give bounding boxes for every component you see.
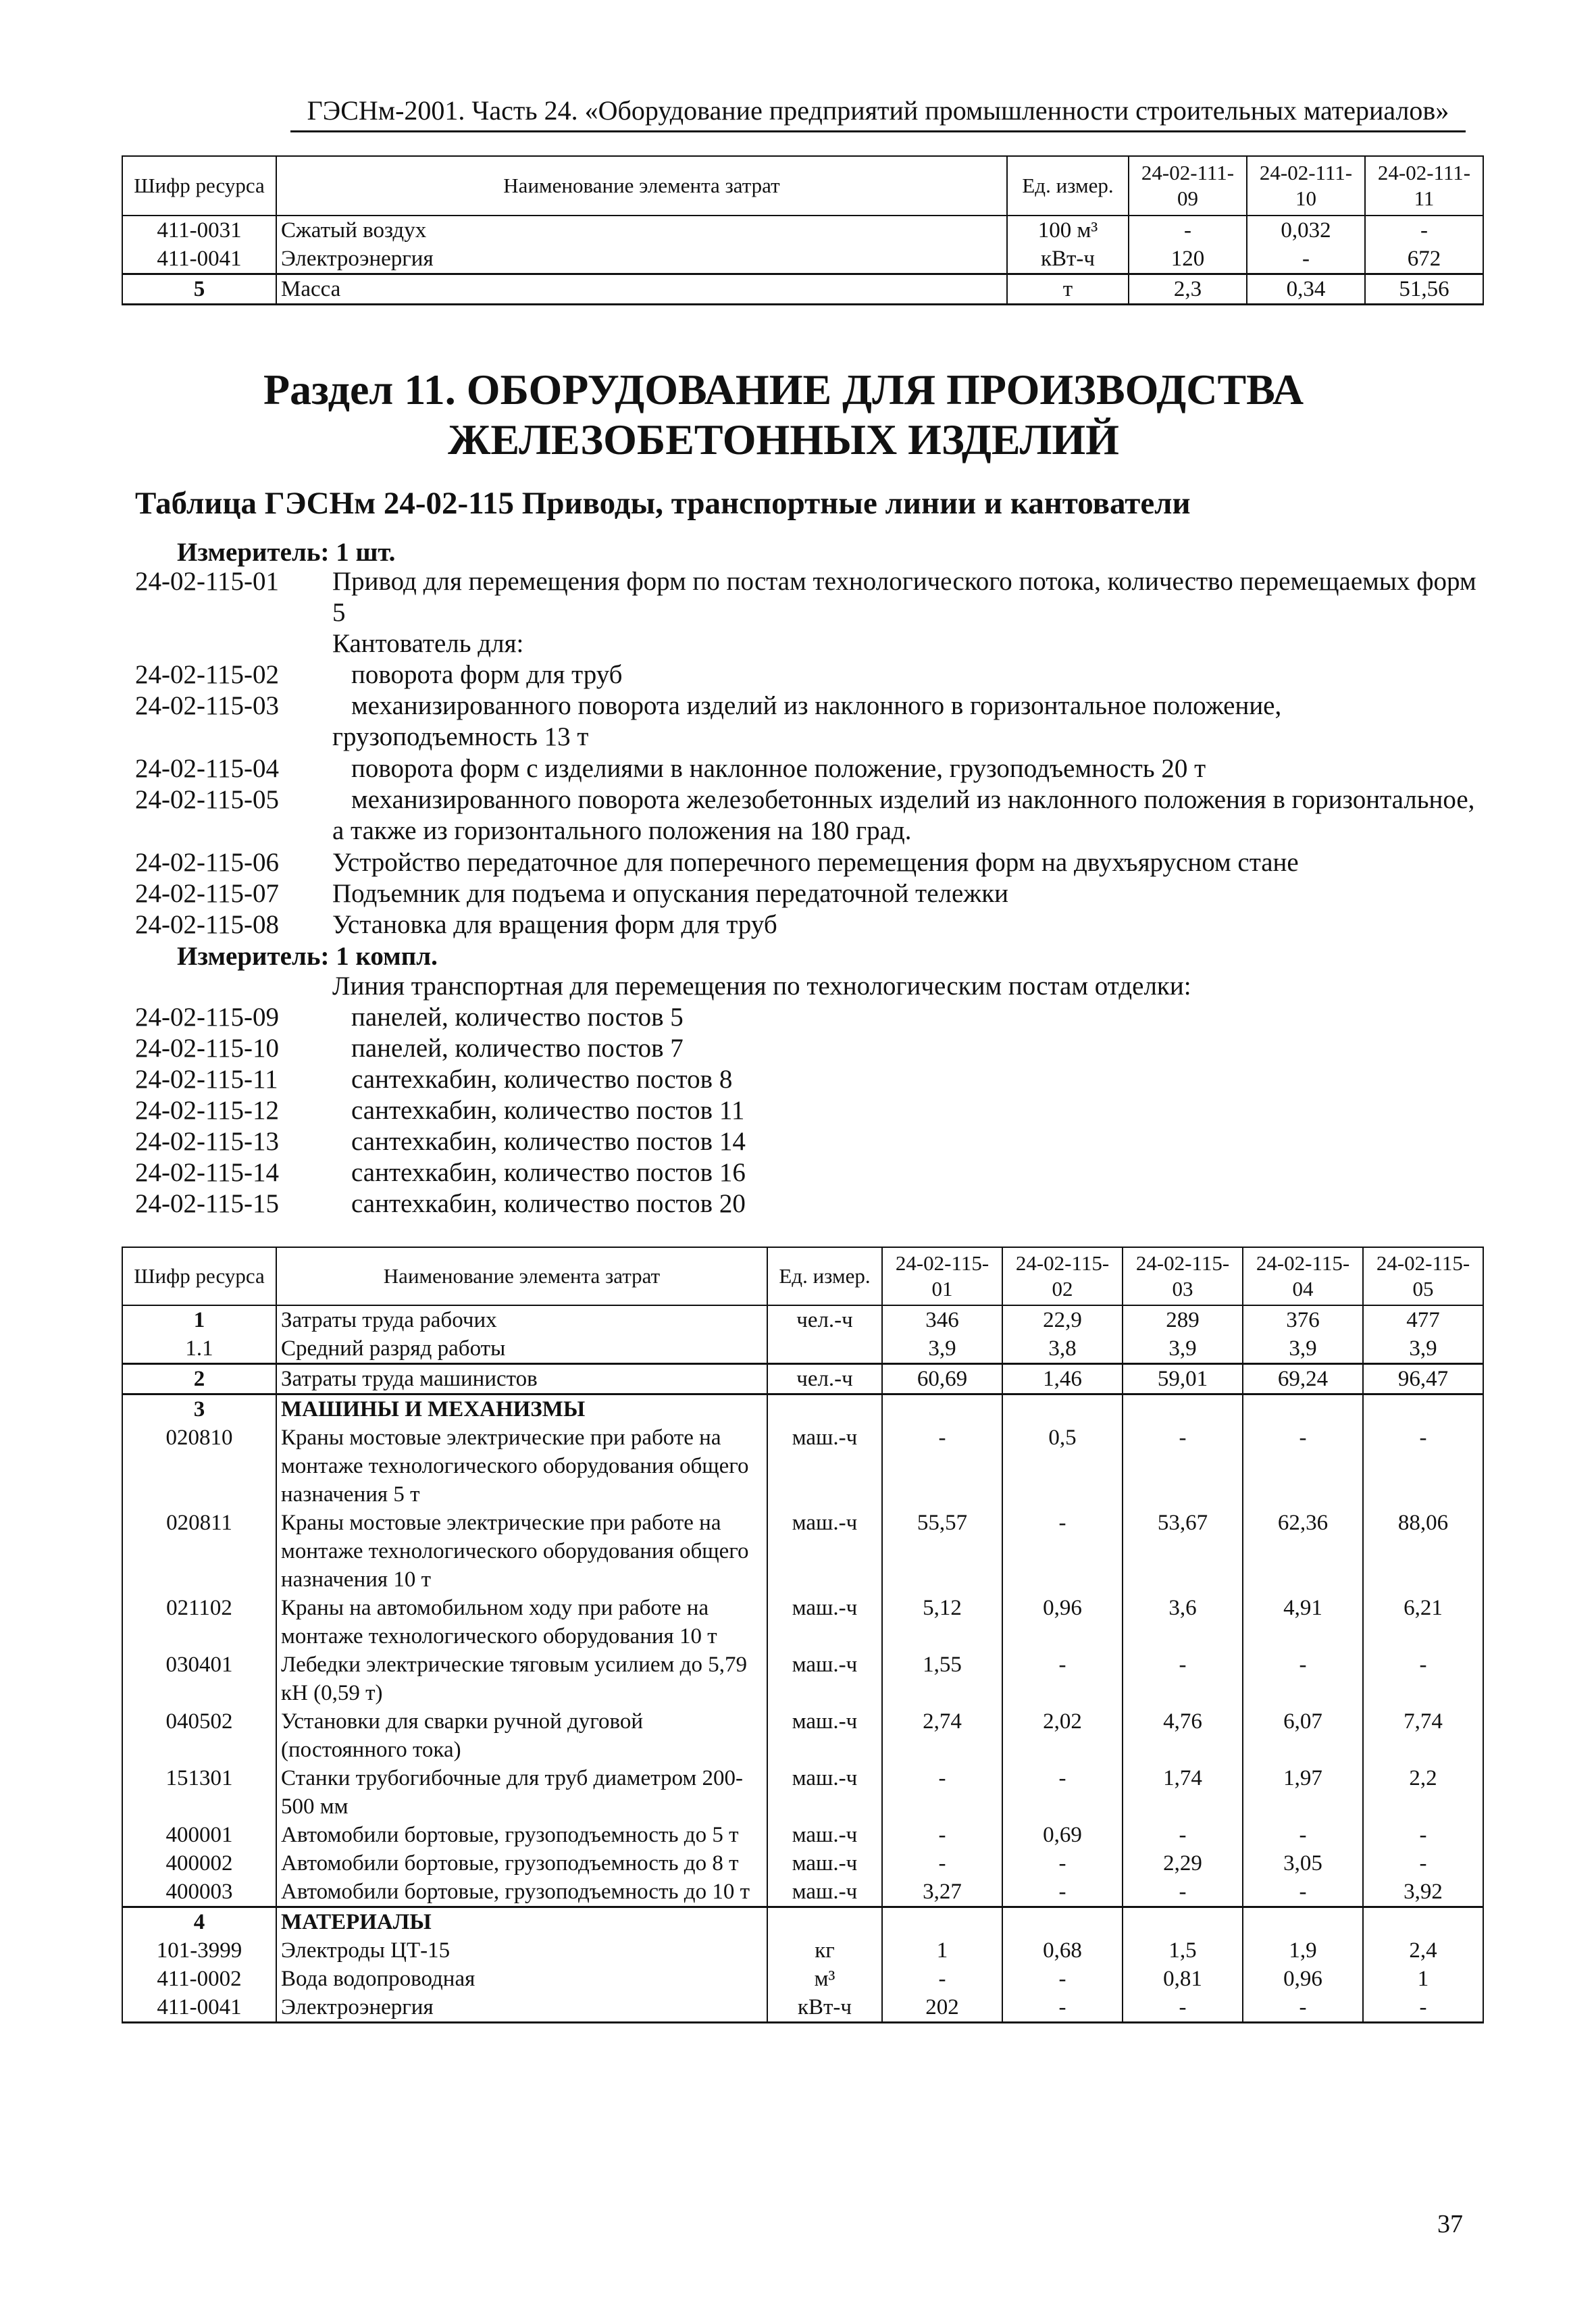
value-cell: 3,05 (1243, 1849, 1363, 1878)
resource-code: 021102 (122, 1594, 276, 1651)
value-cell: 0,68 (1002, 1936, 1123, 1965)
resource-code: 020811 (122, 1509, 276, 1594)
table-row (122, 1594, 1483, 1651)
value-cell: 3,9 (882, 1334, 1002, 1364)
running-header: ГЭСНм-2001. Часть 24. «Оборудование предприятий промышленности строительных материалов» (290, 95, 1466, 132)
value-cell: - (1243, 1993, 1363, 2023)
header-cell: 24-02-111-09 (1129, 156, 1247, 216)
entry-text: Линия транспортная для перемещения по технологическим постам отделки: (332, 972, 1191, 1001)
resource-name: Краны мостовые электрические при работе на монтаже технологического оборудования общего назначения 10 т (276, 1509, 767, 1594)
value-cell: 96,47 (1363, 1364, 1483, 1394)
value-cell: 3,92 (1363, 1878, 1483, 1907)
table-header-row (122, 156, 1483, 216)
unit: 100 м³ (1007, 216, 1129, 245)
value-cell: 2,29 (1123, 1849, 1243, 1878)
unit: маш.-ч (767, 1849, 882, 1878)
resource-name: Краны на автомобильном ходу при работе на монтаже технологического оборудования 10 т (276, 1594, 767, 1651)
entry-code: 24-02-115-12 (135, 1096, 280, 1125)
table-row (122, 1764, 1483, 1821)
value-cell: - (1243, 1821, 1363, 1849)
table-row (122, 1965, 1483, 1993)
list-item (135, 1002, 1479, 1033)
value-cell (882, 1907, 1002, 1937)
resource-code: 411-0031 (122, 216, 276, 245)
header-cell: 24-02-115-01 (882, 1247, 1002, 1305)
value-cell: 120 (1129, 245, 1247, 274)
value-cell: - (882, 1965, 1002, 1993)
header-cell: Ед. измер. (1007, 156, 1129, 216)
resource-code: 411-0002 (122, 1965, 276, 1993)
entry-code: 24-02-115-10 (135, 1034, 280, 1063)
value-cell: 1,97 (1243, 1764, 1363, 1821)
resource-code: 030401 (122, 1651, 276, 1707)
entry-text: сантехкабин, количество постов 8 (351, 1065, 733, 1094)
resource-code: 1 (122, 1305, 276, 1334)
value-cell: 0,81 (1123, 1965, 1243, 1993)
table-title: Таблица ГЭСНм 24-02-115 Приводы, транспортные линии и кантователи (135, 486, 1191, 521)
value-cell: - (1363, 1821, 1483, 1849)
value-cell: 62,36 (1243, 1509, 1363, 1594)
value-cell: 3,8 (1002, 1334, 1123, 1364)
list-item (135, 753, 1479, 784)
entry-text: Привод для перемещения форм по постам технологического потока, количество перемещаемых форм 5 (332, 567, 1476, 627)
value-cell (1243, 1907, 1363, 1937)
resource-name: Вода водопроводная (276, 1965, 767, 1993)
value-cell: 7,74 (1363, 1707, 1483, 1764)
value-cell (1123, 1394, 1243, 1424)
entry-code: 24-02-115-11 (135, 1065, 278, 1094)
measure-unit: Измеритель: 1 компл. (177, 942, 438, 971)
value-cell: 3,9 (1363, 1334, 1483, 1364)
unit: маш.-ч (767, 1764, 882, 1821)
entry-code: 24-02-115-08 (135, 910, 280, 939)
unit: маш.-ч (767, 1594, 882, 1651)
resource-name: Масса (276, 274, 1007, 305)
header-cell: Ед. измер. (767, 1247, 882, 1305)
resource-name: Установки для сварки ручной дуговой (постоянного тока) (276, 1707, 767, 1764)
header-cell: 24-02-115-03 (1123, 1247, 1243, 1305)
table-row (122, 1878, 1483, 1907)
table-row (122, 1821, 1483, 1849)
entry-code: 24-02-115-09 (135, 1003, 280, 1032)
entry-text: Устройство передаточное для поперечного перемещения форм на двухъярусном стане (332, 848, 1299, 877)
value-cell: - (882, 1849, 1002, 1878)
unit: кВт-ч (767, 1993, 882, 2023)
resource-code: 400003 (122, 1878, 276, 1907)
resource-code: 5 (122, 274, 276, 305)
table-row (122, 216, 1483, 245)
list-item (135, 566, 1479, 628)
value-cell (1002, 1907, 1123, 1937)
resource-code: 411-0041 (122, 245, 276, 274)
value-cell: 0,96 (1002, 1594, 1123, 1651)
entry-text: сантехкабин, количество постов 11 (351, 1096, 745, 1125)
resource-code: 1.1 (122, 1334, 276, 1364)
table-row (122, 1509, 1483, 1594)
resource-name: Лебедки электрические тяговым усилием до 5,79 кН (0,59 т) (276, 1651, 767, 1707)
list-item (135, 847, 1479, 878)
entry-text: Кантователь для: (332, 629, 524, 658)
unit: маш.-ч (767, 1509, 882, 1594)
value-cell: 60,69 (882, 1364, 1002, 1394)
list-item (135, 1188, 1479, 1219)
value-cell: 55,57 (882, 1509, 1002, 1594)
value-cell: 22,9 (1002, 1305, 1123, 1334)
list-item (135, 878, 1479, 909)
entry-text: панелей, количество постов 7 (351, 1034, 684, 1063)
header-cell: 24-02-111-11 (1365, 156, 1483, 216)
table-row (122, 1936, 1483, 1965)
measure-unit: Измеритель: 1 шт. (177, 538, 396, 567)
section-title: Раздел 11. ОБОРУДОВАНИЕ ДЛЯ ПРОИЗВОДСТВА ЖЕЛЕЗОБЕТОННЫХ ИЗДЕЛИЙ (263, 366, 1304, 463)
table-row (122, 1424, 1483, 1509)
header-cell: 24-02-115-02 (1002, 1247, 1123, 1305)
table-row (122, 1849, 1483, 1878)
value-cell: 2,2 (1363, 1764, 1483, 1821)
value-cell: 53,67 (1123, 1509, 1243, 1594)
entry-text: механизированного поворота железобетонных изделий из наклонного положения в горизонтальное, а также из горизонтального положения на 180 град. (332, 785, 1475, 845)
value-cell: - (1123, 1821, 1243, 1849)
resource-name: Автомобили бортовые, грузоподъемность до 5 т (276, 1821, 767, 1849)
unit: маш.-ч (767, 1424, 882, 1509)
header-cell: 24-02-115-04 (1243, 1247, 1363, 1305)
value-cell: 2,02 (1002, 1707, 1123, 1764)
list-item (135, 1033, 1479, 1064)
header-cell: Шифр ресурса (122, 156, 276, 216)
value-cell: - (1363, 1424, 1483, 1509)
value-cell: 0,5 (1002, 1424, 1123, 1509)
top-resource-table (122, 155, 1484, 305)
list-item (135, 1064, 1479, 1095)
value-cell: 1,46 (1002, 1364, 1123, 1394)
table-header-row (122, 1247, 1483, 1305)
resource-code: 2 (122, 1364, 276, 1394)
unit (767, 1334, 882, 1364)
unit: кг (767, 1936, 882, 1965)
value-cell: - (1123, 1993, 1243, 2023)
value-cell: - (1243, 1651, 1363, 1707)
entry-code: 24-02-115-04 (135, 754, 280, 783)
entry-code: 24-02-115-14 (135, 1158, 280, 1187)
value-cell: - (1363, 1993, 1483, 2023)
resource-code: 400002 (122, 1849, 276, 1878)
resource-code: 3 (122, 1394, 276, 1424)
header-cell: Наименование элемента затрат (276, 156, 1007, 216)
value-cell: - (1123, 1424, 1243, 1509)
value-cell: - (1002, 1878, 1123, 1907)
unit: чел.-ч (767, 1305, 882, 1334)
resource-code: 040502 (122, 1707, 276, 1764)
entry-text: сантехкабин, количество постов 20 (351, 1189, 746, 1218)
header-cell: 24-02-115-05 (1363, 1247, 1483, 1305)
entry-code: 24-02-115-07 (135, 879, 280, 908)
value-cell: - (1002, 1993, 1123, 2023)
entry-code: 24-02-115-01 (135, 567, 280, 596)
value-cell: 376 (1243, 1305, 1363, 1334)
value-cell: 88,06 (1363, 1509, 1483, 1594)
value-cell: 1,9 (1243, 1936, 1363, 1965)
entry-code: 24-02-115-02 (135, 660, 280, 689)
list-item (135, 1095, 1479, 1126)
table-row (122, 1707, 1483, 1764)
list-item (135, 784, 1479, 847)
entry-text: Установка для вращения форм для труб (332, 910, 777, 939)
entry-code: 24-02-115-13 (135, 1127, 280, 1156)
list-item (135, 628, 1479, 659)
value-cell: - (1123, 1878, 1243, 1907)
value-cell: 4,91 (1243, 1594, 1363, 1651)
main-table-body (122, 1305, 1483, 2023)
unit (767, 1907, 882, 1937)
table-row (122, 274, 1483, 305)
table-row (122, 1907, 1483, 1937)
resource-name: МАШИНЫ И МЕХАНИЗМЫ (276, 1394, 767, 1424)
value-cell (1123, 1907, 1243, 1937)
resource-name: Краны мостовые электрические при работе на монтаже технологического оборудования общего назначения 5 т (276, 1424, 767, 1509)
value-cell: - (1002, 1764, 1123, 1821)
value-cell: 3,9 (1123, 1334, 1243, 1364)
header-cell: Шифр ресурса (122, 1247, 276, 1305)
resource-name: Средний разряд работы (276, 1334, 767, 1364)
resource-name: Станки трубогибочные для труб диаметром 200-500 мм (276, 1764, 767, 1821)
entry-text: поворота форм для труб (351, 660, 623, 689)
entry-code: 24-02-115-05 (135, 785, 280, 814)
value-cell (1363, 1394, 1483, 1424)
resource-code: 020810 (122, 1424, 276, 1509)
value-cell: - (1002, 1509, 1123, 1594)
header-cell: Наименование элемента затрат (276, 1247, 767, 1305)
page-number: 37 (1437, 2210, 1463, 2238)
entry-text: поворота форм с изделиями в наклонное положение, грузоподъемность 20 т (351, 754, 1206, 783)
value-cell: 289 (1123, 1305, 1243, 1334)
resource-name: Затраты труда машинистов (276, 1364, 767, 1394)
resource-code: 4 (122, 1907, 276, 1937)
entry-text: сантехкабин, количество постов 14 (351, 1127, 746, 1156)
value-cell (882, 1394, 1002, 1424)
value-cell (1363, 1907, 1483, 1937)
table-row (122, 1993, 1483, 2023)
unit: чел.-ч (767, 1364, 882, 1394)
entry-text: Подъемник для подъема и опускания передаточной тележки (332, 879, 1009, 908)
list-item (135, 1126, 1479, 1157)
value-cell: 202 (882, 1993, 1002, 2023)
value-cell: 6,21 (1363, 1594, 1483, 1651)
value-cell: 2,74 (882, 1707, 1002, 1764)
resource-name: Автомобили бортовые, грузоподъемность до 8 т (276, 1849, 767, 1878)
entry-code: 24-02-115-15 (135, 1189, 280, 1218)
unit: маш.-ч (767, 1821, 882, 1849)
value-cell: 3,27 (882, 1878, 1002, 1907)
resource-name: Сжатый воздух (276, 216, 1007, 245)
value-cell: - (882, 1821, 1002, 1849)
value-cell: 0,96 (1243, 1965, 1363, 1993)
value-cell: - (1247, 245, 1365, 274)
value-cell: - (1129, 216, 1247, 245)
unit (767, 1394, 882, 1424)
resource-name: Затраты труда рабочих (276, 1305, 767, 1334)
value-cell: - (1123, 1651, 1243, 1707)
resource-name: МАТЕРИАЛЫ (276, 1907, 767, 1937)
list-item (135, 659, 1479, 690)
resource-code: 400001 (122, 1821, 276, 1849)
list-item (135, 690, 1479, 753)
table-row (122, 245, 1483, 274)
value-cell: 3,6 (1123, 1594, 1243, 1651)
value-cell (1002, 1394, 1123, 1424)
resource-name: Электроэнергия (276, 245, 1007, 274)
value-cell: 0,34 (1247, 274, 1365, 305)
entry-text: сантехкабин, количество постов 16 (351, 1158, 746, 1187)
entry-text: панелей, количество постов 5 (351, 1003, 684, 1032)
table-row (122, 1334, 1483, 1364)
entry-code: 24-02-115-06 (135, 848, 280, 877)
resource-code: 411-0041 (122, 1993, 276, 2023)
value-cell: 346 (882, 1305, 1002, 1334)
unit: кВт-ч (1007, 245, 1129, 274)
value-cell: - (1002, 1965, 1123, 1993)
table-row (122, 1364, 1483, 1394)
resource-name: Автомобили бортовые, грузоподъемность до 10 т (276, 1878, 767, 1907)
value-cell: 0,69 (1002, 1821, 1123, 1849)
value-cell: 3,9 (1243, 1334, 1363, 1364)
value-cell: 2,4 (1363, 1936, 1483, 1965)
value-cell: 1,74 (1123, 1764, 1243, 1821)
value-cell (1243, 1394, 1363, 1424)
value-cell: - (1365, 216, 1483, 245)
unit: маш.-ч (767, 1651, 882, 1707)
value-cell: - (1002, 1651, 1123, 1707)
value-cell: - (1363, 1651, 1483, 1707)
value-cell: 59,01 (1123, 1364, 1243, 1394)
value-cell: 1 (1363, 1965, 1483, 1993)
value-cell: 1,55 (882, 1651, 1002, 1707)
value-cell: 672 (1365, 245, 1483, 274)
value-cell: 1 (882, 1936, 1002, 1965)
list-item (135, 909, 1479, 940)
value-cell: - (1243, 1878, 1363, 1907)
table-row (122, 1651, 1483, 1707)
header-cell: 24-02-111-10 (1247, 156, 1365, 216)
value-cell: 6,07 (1243, 1707, 1363, 1764)
value-cell: 4,76 (1123, 1707, 1243, 1764)
main-resource-table (122, 1247, 1484, 2023)
value-cell: - (882, 1424, 1002, 1509)
resource-code: 151301 (122, 1764, 276, 1821)
value-cell: 0,032 (1247, 216, 1365, 245)
entry-code: 24-02-115-03 (135, 691, 280, 720)
resource-name: Электроды ЦТ-15 (276, 1936, 767, 1965)
table-row (122, 1305, 1483, 1334)
value-cell: - (1002, 1849, 1123, 1878)
entry-text: механизированного поворота изделий из наклонного в горизонтальное положение, грузоподъемность 13 т (332, 691, 1282, 751)
value-cell: - (1363, 1849, 1483, 1878)
value-cell: - (882, 1764, 1002, 1821)
value-cell: 477 (1363, 1305, 1483, 1334)
table-row (122, 1394, 1483, 1424)
list-item (135, 1157, 1479, 1188)
resource-code: 101-3999 (122, 1936, 276, 1965)
value-cell: - (1243, 1424, 1363, 1509)
list-item (135, 971, 1479, 1002)
value-cell: 1,5 (1123, 1936, 1243, 1965)
value-cell: 51,56 (1365, 274, 1483, 305)
unit: маш.-ч (767, 1707, 882, 1764)
unit: маш.-ч (767, 1878, 882, 1907)
value-cell: 5,12 (882, 1594, 1002, 1651)
unit: т (1007, 274, 1129, 305)
unit: м³ (767, 1965, 882, 1993)
value-cell: 69,24 (1243, 1364, 1363, 1394)
resource-name: Электроэнергия (276, 1993, 767, 2023)
value-cell: 2,3 (1129, 274, 1247, 305)
